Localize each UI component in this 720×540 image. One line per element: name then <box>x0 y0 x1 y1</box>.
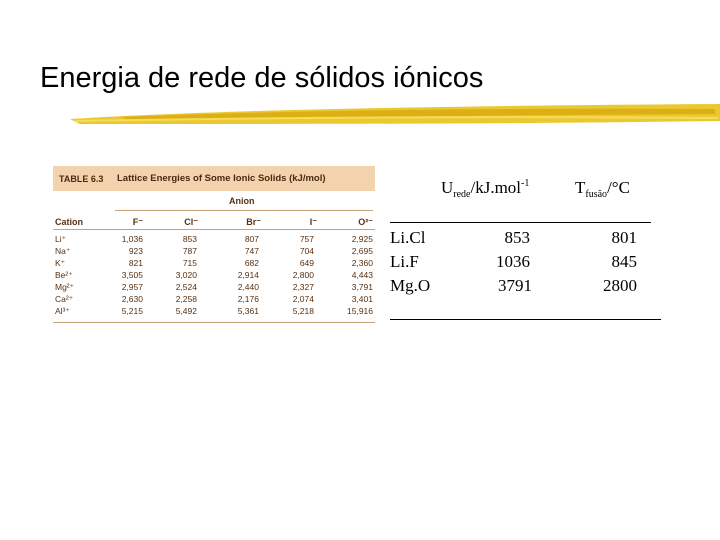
table-rule <box>115 210 373 211</box>
table-cell: 757 <box>299 234 314 244</box>
table-cell: 682 <box>244 258 259 268</box>
bottom-rule <box>390 319 661 320</box>
table-cell: 4,443 <box>351 270 373 280</box>
table-cell: 5,218 <box>292 306 314 316</box>
anion-header-o: O²⁻ <box>358 217 373 227</box>
compound-label: Mg.O <box>390 276 431 295</box>
cation-label: Mg²⁺ <box>55 282 75 292</box>
table-cell: 807 <box>244 234 259 244</box>
cation-label: Be²⁺ <box>55 270 73 280</box>
cation-label: Li⁺ <box>55 234 67 244</box>
table-cell: 3,505 <box>121 270 143 280</box>
table-cell: 2,440 <box>237 282 259 292</box>
table-rule <box>53 229 375 230</box>
t-fusao-value: 2800 <box>603 276 637 295</box>
anion-header-i: I⁻ <box>309 217 317 227</box>
table-cell: 2,176 <box>237 294 259 304</box>
table-number: TABLE 6.3 <box>59 174 104 184</box>
t-subscript: fusão <box>585 189 608 200</box>
anion-label: Anion <box>229 196 255 206</box>
table-cell: 2,074 <box>292 294 314 304</box>
table-cell: 2,524 <box>175 282 197 292</box>
table-header-bar <box>53 166 375 191</box>
u-subscript: rede <box>453 189 471 200</box>
table-cell: 2,360 <box>351 258 373 268</box>
table-cell: 821 <box>128 258 143 268</box>
table-cell: 853 <box>182 234 197 244</box>
compound-label: Li.F <box>390 252 419 271</box>
table-cell: 2,800 <box>292 270 314 280</box>
u-unit: /kJ.mol <box>470 178 522 197</box>
t-unit: /°C <box>607 178 630 197</box>
table-cell: 5,215 <box>121 306 143 316</box>
table-cell: 2,327 <box>292 282 314 292</box>
anion-header-br: Br⁻ <box>246 217 261 227</box>
t-symbol: T <box>575 178 586 197</box>
t-fusao-value: 845 <box>611 252 637 271</box>
anion-header-cl: Cl⁻ <box>184 217 198 227</box>
table-cell: 3,020 <box>175 270 197 280</box>
cation-label: Ca²⁺ <box>55 294 74 304</box>
t-fusao-value: 801 <box>611 228 637 247</box>
u-superscript: -1 <box>521 178 530 189</box>
table-cell: 2,695 <box>351 246 373 256</box>
table-cell: 704 <box>299 246 314 256</box>
table-cell: 923 <box>128 246 143 256</box>
u-symbol: U <box>441 178 454 197</box>
table-cell: 715 <box>182 258 197 268</box>
u-rede-header <box>441 178 529 200</box>
cation-label: Al³⁺ <box>55 306 70 316</box>
table-cell: 787 <box>182 246 197 256</box>
slide-title: Energia de rede de sólidos iónicos <box>40 62 484 94</box>
table-cell: 5,492 <box>175 306 197 316</box>
header-rule <box>390 222 651 223</box>
u-rede-value: 1036 <box>496 252 530 271</box>
anion-header-f: F⁻ <box>132 217 143 227</box>
table-cell: 2,914 <box>237 270 259 280</box>
table-cell: 747 <box>244 246 259 256</box>
table-cell: 2,630 <box>121 294 143 304</box>
table-cell: 3,401 <box>351 294 373 304</box>
table-cell: 2,258 <box>175 294 197 304</box>
table-cell: 15,916 <box>347 306 373 316</box>
cation-header: Cation <box>55 217 83 227</box>
table-cell: 3,791 <box>351 282 373 292</box>
u-rede-value: 3791 <box>498 276 532 295</box>
lattice-energy-table-image <box>53 166 375 325</box>
table-cell: 649 <box>299 258 314 268</box>
table-title: Lattice Energies of Some Ionic Solids (kJ/mol) <box>117 173 326 184</box>
table-rule <box>53 322 375 323</box>
compound-label: Li.Cl <box>390 228 426 247</box>
table-cell: 1,036 <box>121 234 143 244</box>
cation-label: K⁺ <box>55 258 66 268</box>
t-fusao-header <box>575 178 630 200</box>
u-rede-value: 853 <box>504 228 530 247</box>
table-cell: 5,361 <box>237 306 259 316</box>
table-cell: 2,957 <box>121 282 143 292</box>
cation-label: Na⁺ <box>55 246 71 256</box>
table-cell: 2,925 <box>351 234 373 244</box>
